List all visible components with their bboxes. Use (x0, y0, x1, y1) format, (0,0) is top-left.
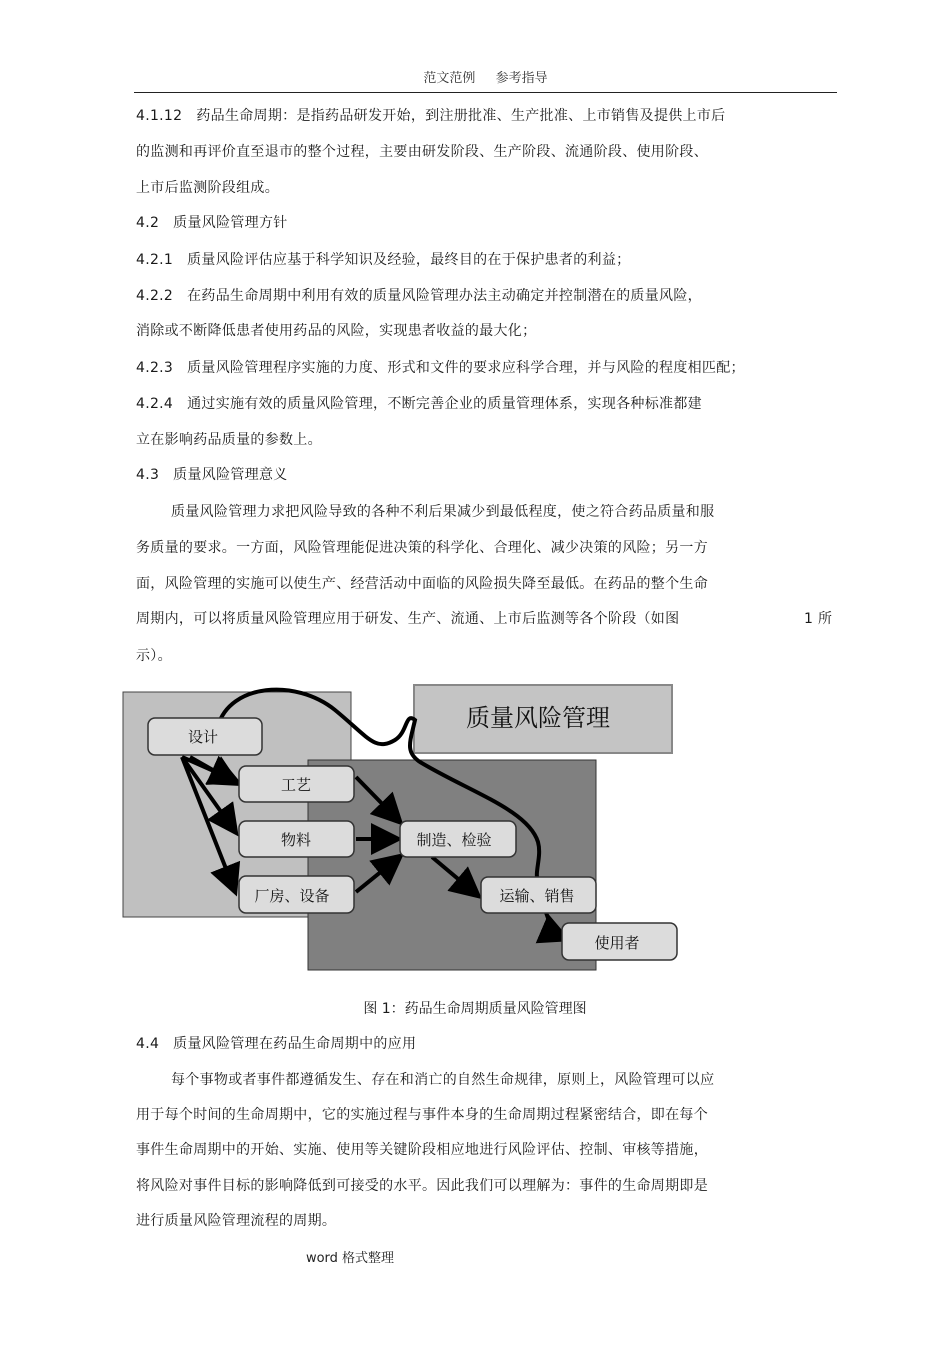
clause-text: 消除或不断降低患者使用药品的风险，实现患者收益的最大化； (136, 323, 537, 339)
lifecycle-diagram (120, 682, 682, 974)
text-line (136, 321, 536, 341)
text-line (136, 142, 708, 162)
page-header (134, 70, 837, 93)
text-line (136, 286, 702, 306)
clause-number: 4.2.2 (136, 288, 174, 304)
section-number: 4.3 (136, 467, 160, 483)
page-footer: word 格式整理 (305, 1251, 395, 1266)
section-heading (136, 465, 288, 485)
header-left-text: 范文范例 (423, 71, 476, 86)
clause-text: 上市后监测阶段组成。 (136, 180, 279, 196)
paragraph-line: 进行质量风险管理流程的周期。 (136, 1213, 337, 1229)
text-line (136, 430, 322, 450)
header-right-text: 参考指导 (495, 71, 548, 86)
section-number: 4.2 (136, 215, 160, 231)
clause-text: 的监测和再评价直至退市的整个过程，主要由研发阶段、生产阶段、流通阶段、使用阶段、 (136, 144, 708, 160)
section-title: 质量风险管理在药品生命周期中的应用 (173, 1036, 417, 1052)
node-transport-label: 运输、销售 (499, 887, 575, 905)
clause-text: 在药品生命周期中利用有效的质量风险管理办法主动确定并控制潜在的质量风险， (187, 288, 702, 304)
paragraph-line: 用于每个时间的生命周期中，它的实施过程与事件本身的生命周期过程紧密结合，即在每个 (136, 1107, 708, 1123)
paragraph-line: 务质量的要求。一方面，风险管理能促进决策的科学化、合理化、减少决策的风险；另一方 (136, 540, 708, 556)
text-line (136, 106, 725, 126)
section-number: 4.4 (136, 1036, 160, 1052)
section-title: 质量风险管理方针 (173, 215, 288, 231)
clause-number: 4.1.12 (136, 108, 183, 124)
clause-number: 4.2.3 (136, 360, 174, 376)
paragraph-line: 面，风险管理的实施可以使生产、经营活动中面临的风险损失降至最低。在药品的整个生命 (136, 576, 708, 592)
paragraph-line: 周期内，可以将质量风险管理应用于研发、生产、流通、上市后监测等各个阶段（如图 (136, 611, 680, 627)
node-manufacture-label: 制造、检验 (416, 831, 492, 849)
figure-caption: 图 1：药品生命周期质量风险管理图 (363, 1001, 587, 1017)
paragraph-line: 每个事物或者事件都遵循发生、存在和消亡的自然生命规律，原则上，风险管理可以应 (171, 1072, 715, 1088)
paragraph-line: 将风险对事件目标的影响降低到可接受的水平。因此我们可以理解为：事件的生命周期即是 (136, 1178, 708, 1194)
figure-reference: 1 所 (804, 611, 833, 627)
text-line (136, 250, 630, 270)
text-line (136, 394, 702, 414)
clause-text: 通过实施有效的质量风险管理，不断完善企业的质量管理体系，实现各种标准都建 (187, 396, 702, 412)
text-line (136, 358, 745, 378)
node-process-label: 工艺 (280, 776, 312, 794)
section-title: 质量风险管理意义 (173, 467, 288, 483)
clause-text: 质量风险评估应基于科学知识及经验，最终目的在于保护患者的利益； (187, 252, 631, 268)
node-user-label: 使用者 (594, 934, 640, 952)
node-design-label: 设计 (187, 728, 219, 746)
clause-number: 4.2.4 (136, 396, 174, 412)
section-heading (136, 213, 288, 233)
clause-text: 药品生命周期：是指药品研发开始，到注册批准、生产批准、上市销售及提供上市后 (196, 108, 726, 124)
paragraph-line: 事件生命周期中的开始、实施、使用等关键阶段相应地进行风险评估、控制、审核等措施， (136, 1142, 708, 1158)
paragraph-line: 质量风险管理力求把风险导致的各种不利后果减少到最低程度，使之符合药品质量和服 (171, 504, 715, 520)
clause-text: 立在影响药品质量的参数上。 (136, 432, 322, 448)
text-line (136, 178, 279, 198)
node-plant-label: 厂房、设备 (254, 887, 330, 905)
clause-number: 4.2.1 (136, 252, 174, 268)
clause-text: 质量风险管理程序实施的力度、形式和文件的要求应科学合理，并与风险的程度相匹配； (187, 360, 745, 376)
node-material-label: 物料 (280, 831, 312, 849)
section-heading (136, 1034, 416, 1054)
paragraph-line: 示）。 (136, 648, 172, 664)
title-box-label: 质量风险管理 (466, 704, 610, 732)
